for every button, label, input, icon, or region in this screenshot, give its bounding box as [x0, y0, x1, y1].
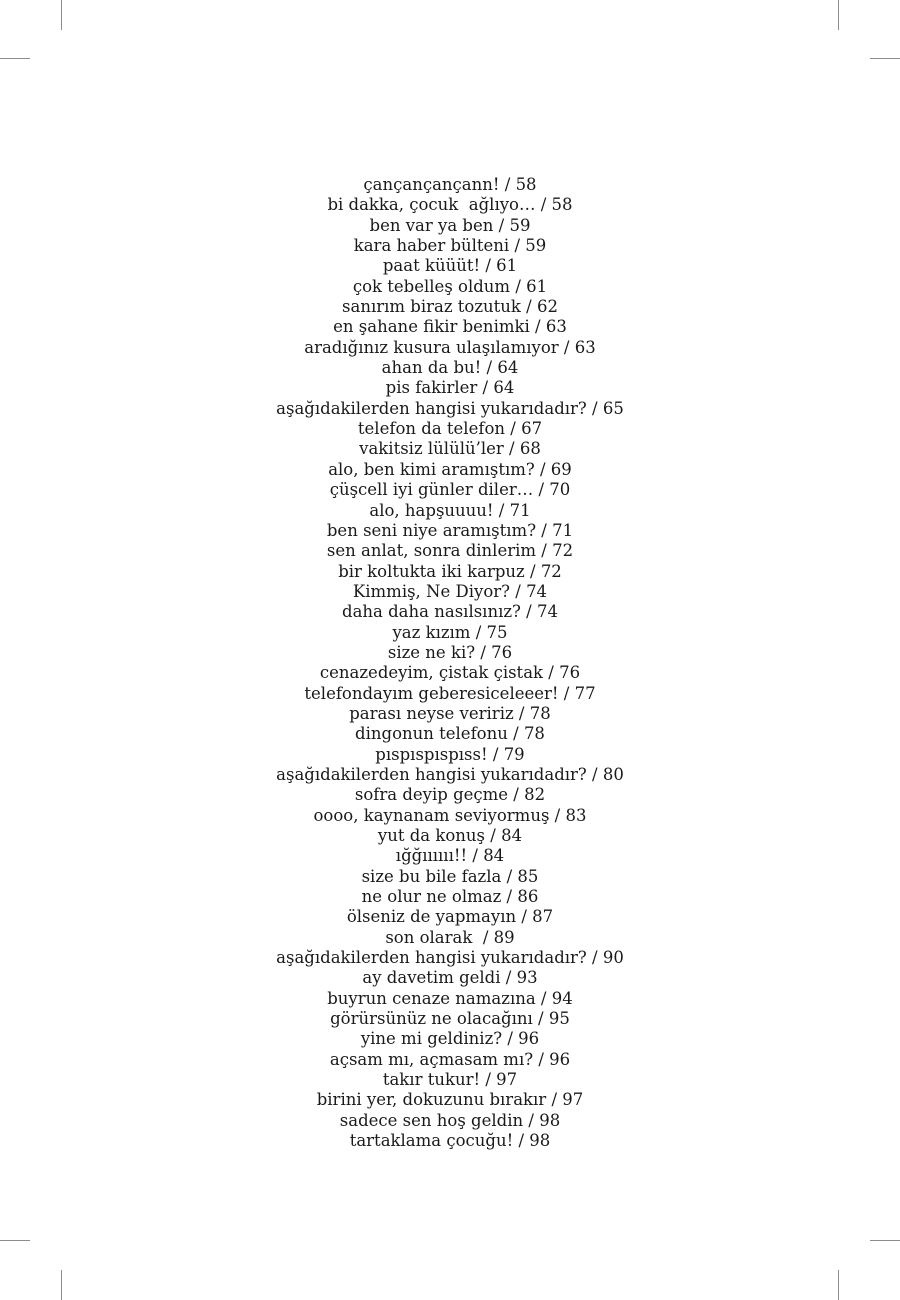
toc-entry [0, 216, 900, 236]
toc-entry-title: birini yer, dokuzunu bırakır [316, 1090, 547, 1110]
toc-entry [0, 745, 900, 765]
toc-entry-title: buyrun cenaze namazına [327, 988, 536, 1008]
toc-entry-title: yut da konuş [377, 826, 486, 845]
toc-entry-separator: / [513, 1131, 530, 1151]
toc-entry-page-number: 79 [503, 744, 525, 764]
toc-entry-title: ay davetim geldi [362, 968, 501, 988]
toc-entry-page-number: 97 [496, 1070, 518, 1090]
toc-entry-title: cenazedeyim, çistak çistak [319, 663, 544, 683]
toc-entry [0, 846, 900, 866]
toc-entry-page-number: 64 [493, 378, 515, 398]
toc-entry-title: ben var ya ben [369, 215, 494, 235]
toc-entry-title: vakitsiz lülülü’ler [359, 439, 504, 459]
toc-entry [0, 623, 900, 643]
toc-entry-title: bi dakka, çocuk ağlıyo… [327, 195, 536, 215]
toc-entry-title: alo, ben kimi aramıştım? [328, 459, 535, 479]
toc-entry-separator: / [536, 520, 553, 540]
toc-entry-title: Kimmiş, Ne Diyor? [352, 581, 510, 601]
toc-entry-separator: / [509, 236, 526, 256]
toc-entry [0, 643, 900, 663]
toc-entry-page-number: 97 [562, 1090, 584, 1110]
toc-entry-separator: / [586, 398, 603, 418]
toc-entry [0, 907, 900, 927]
toc-entry [0, 338, 900, 358]
toc-entry-page-number: 68 [519, 439, 541, 459]
toc-entry-page-number: 63 [545, 317, 567, 337]
toc-entry-title: size ne ki? [387, 642, 476, 662]
toc-entry-title: çüşcell iyi günler diler… [329, 480, 534, 500]
toc-entry-page-number: 90 [602, 948, 624, 968]
toc-entry-title: aşağıdakilerden hangisi yukarıdadır? [276, 398, 587, 418]
toc-entry-separator: / [501, 866, 518, 886]
toc-entry-page-number: 94 [551, 988, 573, 1008]
toc-entry-title: size bu bile fazla [361, 866, 502, 886]
toc-entry [0, 501, 900, 521]
toc-entry-page-number: 61 [526, 276, 548, 296]
toc-entry-title: dingonun telefonu [355, 724, 508, 744]
toc-entry-page-number: 61 [496, 256, 518, 276]
toc-entry-separator: / [549, 805, 566, 825]
toc-entry [0, 378, 900, 398]
toc-entry [0, 765, 900, 785]
toc-entry-title: en şahane fikir benimki [333, 317, 530, 337]
toc-entry-separator: / [487, 744, 504, 764]
toc-entry [0, 989, 900, 1009]
toc-entry [0, 1009, 900, 1029]
toc-entry-title: kara haber bülteni [353, 236, 510, 256]
toc-entry-page-number: 59 [525, 236, 547, 256]
toc-entry-separator: / [475, 642, 492, 662]
toc-entry [0, 256, 900, 276]
crop-mark-top-right-horizontal [870, 58, 900, 59]
toc-entry-separator: / [502, 1029, 519, 1049]
crop-mark-top-left-vertical [61, 0, 62, 30]
toc-entry [0, 704, 900, 724]
toc-entry-separator: / [558, 337, 575, 357]
toc-entry-page-number: 72 [540, 561, 562, 581]
toc-entry-title: yaz kızım [392, 622, 471, 642]
toc-entry-title: sofra deyip geçme [354, 785, 509, 805]
toc-entry-page-number: 77 [574, 683, 596, 703]
crop-mark-bottom-right-vertical [838, 1270, 839, 1300]
toc-entry-title: parası neyse veririz [349, 703, 514, 723]
toc-entry-separator: / [529, 317, 546, 337]
toc-entry-title: oooo, kaynanam seviyormuş [313, 805, 550, 825]
toc-entry [0, 806, 900, 826]
toc-entry-page-number: 93 [516, 968, 538, 988]
toc-entry-separator: / [485, 826, 502, 845]
crop-mark-top-right-vertical [838, 0, 839, 30]
toc-entry-page-number: 67 [521, 419, 543, 439]
toc-entry-separator: / [543, 663, 560, 683]
toc-entry-separator: / [510, 276, 527, 296]
toc-entry-separator: / [535, 195, 552, 215]
toc-entry-page-number: 86 [517, 887, 539, 907]
toc-entry-page-number: 69 [550, 459, 572, 479]
toc-entry [0, 175, 900, 195]
toc-entry [0, 562, 900, 582]
toc-entry-page-number: 83 [565, 805, 587, 825]
toc-entry-page-number: 58 [515, 175, 537, 194]
toc-entry-separator: / [493, 500, 510, 520]
toc-entry-page-number: 82 [524, 785, 546, 805]
toc-entry [0, 867, 900, 887]
toc-entry-title: çançançançann! [363, 175, 500, 194]
toc-entry-title: telefon da telefon [357, 419, 506, 439]
toc-entry [0, 1131, 900, 1151]
toc-entry-page-number: 72 [552, 541, 574, 561]
toc-entry-title: daha daha nasılsınız? [342, 602, 521, 622]
toc-entry-separator: / [500, 968, 517, 988]
toc-entry-title: yine mi geldiniz? [360, 1029, 503, 1049]
toc-entry-title: ben seni niye aramıştım? [326, 520, 537, 540]
toc-entry-separator: / [535, 988, 552, 1008]
toc-entry [0, 439, 900, 459]
toc-entry-page-number: 74 [526, 581, 548, 601]
toc-entry-separator: / [480, 256, 497, 276]
toc-entry-page-number: 95 [548, 1009, 570, 1029]
toc-entry-page-number: 76 [491, 642, 513, 662]
toc-entry-page-number: 59 [509, 215, 531, 235]
toc-entry [0, 684, 900, 704]
crop-mark-bottom-right-horizontal [870, 1240, 900, 1241]
toc-entry-page-number: 70 [549, 480, 571, 500]
toc-entry-separator: / [586, 948, 603, 968]
toc-entry-title: aşağıdakilerden hangisi yukarıdadır? [276, 764, 587, 784]
toc-entry-separator: / [532, 1009, 549, 1029]
toc-entry-separator: / [524, 561, 541, 581]
toc-entry-separator: / [477, 927, 494, 947]
toc-entry-separator: / [586, 764, 603, 784]
toc-entry-title: açsam mı, açmasam mı? [329, 1049, 534, 1069]
toc-entry-page-number: 78 [529, 703, 551, 723]
toc-entry-title: ahan da bu! [381, 358, 482, 378]
toc-entry-page-number: 76 [559, 663, 581, 683]
toc-entry-page-number: 74 [536, 602, 558, 622]
toc-entry [0, 317, 900, 337]
toc-entry-separator: / [516, 907, 533, 927]
toc-entry-separator: / [508, 785, 525, 805]
toc-entry [0, 968, 900, 988]
toc-entry-separator: / [536, 541, 553, 561]
toc-entry-separator: / [503, 439, 520, 459]
toc-entry [0, 358, 900, 378]
toc-entry-page-number: 62 [536, 297, 558, 317]
table-of-contents [0, 175, 900, 1152]
toc-entry [0, 297, 900, 317]
toc-entry [0, 541, 900, 561]
toc-entry-title: ölseniz de yapmayın [346, 907, 517, 927]
toc-entry-separator: / [481, 358, 498, 378]
toc-entry-separator: / [533, 1049, 550, 1069]
toc-entry-page-number: 98 [539, 1110, 561, 1130]
toc-entry [0, 1029, 900, 1049]
toc-entry [0, 480, 900, 500]
toc-entry [0, 399, 900, 419]
toc-entry-page-number: 75 [486, 622, 508, 642]
toc-entry [0, 928, 900, 948]
toc-entry-title: ne olur ne olmaz [361, 887, 502, 907]
toc-entry-title: aradığınız kusura ulaşılamıyor [304, 337, 559, 357]
toc-entry [0, 1050, 900, 1070]
toc-entry-separator: / [546, 1090, 563, 1110]
toc-entry-separator: / [505, 419, 522, 439]
toc-entry-title: sen anlat, sonra dinlerim [326, 541, 537, 561]
toc-entry-page-number: 84 [483, 846, 505, 866]
toc-entry [0, 602, 900, 622]
toc-entry-title: son olarak [385, 927, 478, 947]
toc-entry-title: paat küüüt! [382, 256, 481, 276]
toc-entry-separator: / [470, 622, 487, 642]
toc-entry-title: telefondayım geberesiceleeer! [304, 683, 559, 703]
toc-entry-title: sanırım biraz tozutuk [342, 297, 521, 317]
toc-entry-title: takır tukur! [382, 1070, 481, 1090]
crop-mark-bottom-left-vertical [61, 1270, 62, 1300]
toc-entry [0, 826, 900, 846]
toc-entry-separator: / [510, 581, 527, 601]
toc-entry-page-number: 84 [501, 826, 523, 845]
toc-entry-separator: / [507, 724, 524, 744]
toc-entry-separator: / [520, 297, 537, 317]
toc-entry-page-number: 85 [517, 866, 539, 886]
toc-entry-title: tartaklama çocuğu! [349, 1131, 514, 1151]
toc-entry [0, 1090, 900, 1110]
toc-entry-separator: / [501, 887, 518, 907]
toc-entry-title: sadece sen hoş geldin [339, 1110, 524, 1130]
toc-entry-separator: / [558, 683, 575, 703]
toc-entry-separator: / [523, 1110, 540, 1130]
toc-entry-page-number: 58 [551, 195, 573, 215]
toc-entry-title: bir koltukta iki karpuz [338, 561, 525, 581]
toc-entry-title: pıspıspıspıss! [375, 744, 488, 764]
toc-entry-title: görürsünüz ne olacağını [330, 1009, 533, 1029]
toc-entry-separator: / [493, 215, 510, 235]
toc-entry-title: alo, hapşuuuu! [369, 500, 494, 520]
toc-entry [0, 948, 900, 968]
toc-entry-page-number: 89 [493, 927, 515, 947]
toc-entry-page-number: 78 [523, 724, 545, 744]
toc-entry [0, 582, 900, 602]
toc-entry-title: ığğıııııı!! [395, 846, 468, 866]
toc-entry-title: aşağıdakilerden hangisi yukarıdadır? [276, 948, 587, 968]
toc-entry-separator: / [534, 459, 551, 479]
toc-entry [0, 1111, 900, 1131]
toc-entry [0, 419, 900, 439]
toc-entry-page-number: 98 [529, 1131, 551, 1151]
toc-entry-page-number: 96 [549, 1049, 571, 1069]
toc-entry-page-number: 71 [552, 520, 574, 540]
toc-entry-page-number: 65 [602, 398, 624, 418]
toc-entry [0, 1070, 900, 1090]
toc-entry-separator: / [533, 480, 550, 500]
crop-mark-top-left-horizontal [0, 58, 30, 59]
toc-entry [0, 236, 900, 256]
toc-entry [0, 195, 900, 215]
toc-entry [0, 785, 900, 805]
toc-entry-page-number: 71 [509, 500, 531, 520]
toc-entry-page-number: 96 [518, 1029, 540, 1049]
toc-entry-separator: / [467, 846, 484, 866]
toc-entry [0, 460, 900, 480]
toc-entry-title: çok tebelleş oldum [352, 276, 511, 296]
toc-entry-title: pis fakirler [385, 378, 478, 398]
toc-entry-separator: / [520, 602, 537, 622]
toc-entry-separator: / [480, 1070, 497, 1090]
toc-entry-page-number: 63 [574, 337, 596, 357]
toc-entry-page-number: 87 [532, 907, 554, 927]
toc-entry-separator: / [477, 378, 494, 398]
toc-entry-separator: / [499, 175, 516, 194]
toc-entry [0, 724, 900, 744]
crop-mark-bottom-left-horizontal [0, 1240, 30, 1241]
toc-entry-page-number: 64 [497, 358, 519, 378]
toc-entry [0, 663, 900, 683]
toc-entry [0, 277, 900, 297]
toc-entry-separator: / [513, 703, 530, 723]
toc-entry-page-number: 80 [602, 764, 624, 784]
toc-entry [0, 887, 900, 907]
toc-entry [0, 521, 900, 541]
